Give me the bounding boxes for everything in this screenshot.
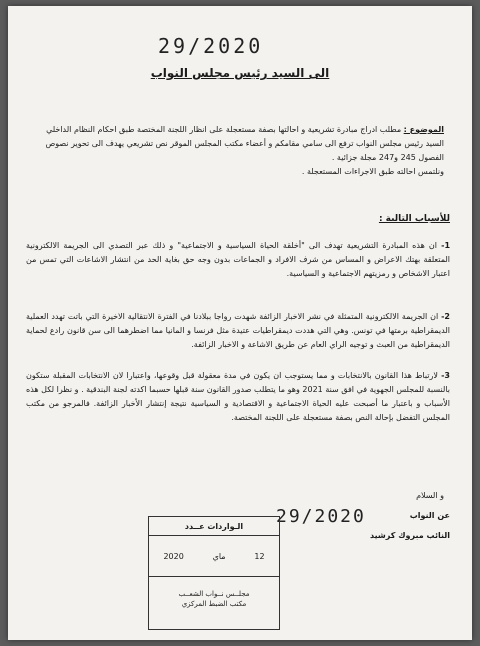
- registry-stamp: [148, 516, 280, 630]
- subject-label: الموضوع :: [403, 125, 444, 134]
- stamp-office-line2: مكتب الضبط المركزي: [181, 600, 247, 608]
- reason-number: 2-: [441, 312, 450, 321]
- stamp-date: [149, 536, 279, 577]
- signature-line: عن النواب: [409, 511, 450, 520]
- subject-text: مطلب ادراج مبادرة تشريعية و احالتها بصفة مستعجلة على انظار اللجنة المختصة طبق احكام النظام الداخلي: [46, 125, 402, 134]
- reason-item: [26, 239, 450, 281]
- reason-item: [26, 310, 450, 352]
- reasons-title: للأسباب التالية :: [378, 214, 450, 224]
- reference-number: 29/2020: [158, 34, 264, 58]
- stamp-office: [149, 577, 279, 609]
- subject-body: السيد رئيس مجلس النواب ترفع الى سامي مقامكم و أعضاء مكتب المجلس الموقر نص تشريعي يهدف الى تحوير نصوص الفصول 245 و247 مجلة جزائية .: [45, 139, 444, 162]
- reason-text: ان الجريمة الالكترونية المتمثلة في نشر الاخبار الزائفة شهدت رواجا ببلادنا في الفترة الانتقالية الاخيرة التي باتت تهدد العملية الديمقراطية برمتها في تونس. وهي التي هددت ديمقراطيات عتيدة مثل فرنسا و المانيا مما اضطرهما الى سن قانون رادع لحماية الديمقراطية من العبث و توجيه الراي العام عن طريق الاشاعة و الاخبار الزائفة.: [26, 312, 450, 349]
- stamp-date-year: 2020: [163, 551, 184, 561]
- stamp-date-day: 12: [254, 551, 265, 561]
- reason-text: لارتباط هذا القانون بالانتخابات و مما يستوجب ان يكون في مدة معقولة قبل وقوعها، واعتبارا لان الانتخابات المقبلة ستكون بالنسبة للمجلس الجهوية في افق سنة 2021 وهو ما يتطلب صدور القانون سنة قبلها حسبما اكدته لجنة البندقية . و نظرا لكل هذه الأسباب و باعتبار ما أصبحت عليه الحياة الاجتماعية و الاقتصادية و السياسية نتيجة إنتشار الأخبار الزائفة. فالمرجو من مكتب المجلس التفضل بإحالة النص بصفة مستعجلة على اللجنة المختصة.: [26, 371, 450, 422]
- addressee: الى السيد رئيس مجلس النواب: [150, 66, 330, 80]
- stamp-date-month: ماي: [212, 551, 226, 561]
- subject-request: ونلتمس احالته طبق الاجراءات المستعجلة .: [301, 167, 444, 176]
- stamp-number: 29/2020: [276, 506, 366, 527]
- reason-text: ان هذه المبادرة التشريعية تهدف الى "أخلقة الحياة السياسية و الاجتماعية" و ذلك عبر التصدي الى الجريمة الالكترونية المتعلقة بهتك الاعراض و المساس من شرف الافراد و الجماعات بدون وجه حق بغاية الحد من انتشار الاشاعات التي تمس من اعتبار الاشخاص و رمزيتهم الاجتماعية و السياسية.: [26, 241, 450, 278]
- letter-page: [8, 6, 472, 640]
- subject-block: [34, 123, 444, 179]
- signature-name: النائب مبروك كرشيد: [370, 531, 450, 540]
- stamp-header: الـواردات عــدد: [149, 517, 279, 536]
- reason-number: 3-: [441, 371, 450, 380]
- closing-salutation: و السلام: [416, 491, 444, 500]
- reason-number: 1-: [441, 241, 451, 250]
- reason-item: [26, 369, 450, 425]
- stamp-office-line1: مجلــس نــواب الشعــب: [178, 590, 250, 598]
